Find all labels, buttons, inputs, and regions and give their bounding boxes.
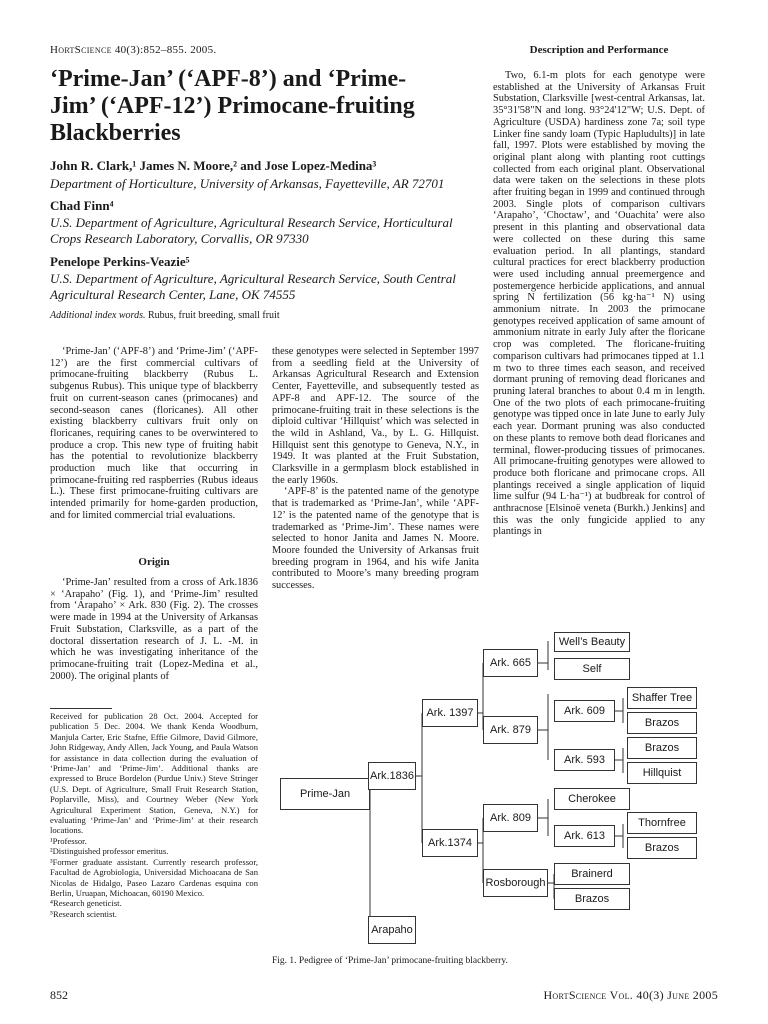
authors-group-1: John R. Clark,¹ James N. Moore,² and Jose Lopez-Medina³ [50,158,377,173]
index-words-label: Additional index words. [50,310,146,321]
index-words-terms: Rubus, fruit breeding, small fruit [147,310,280,321]
origin-heading: Origin [138,556,170,568]
naming-text: ‘APF-8’ is the patented name of the genotype that is trademarked as ‘Prime-Jan’, while ‘APF-12’ is the patented name of the genotype that is trademarked as ‘Prime-Jim’. These names were selected to honor Janita and James N. Moore. Moore founded the University of Arkansas fruit breeding program in 1964, and his wife Janita contributed to Moore’s many breeding program successes. [272,486,479,592]
pedigree-ark593: Ark. 593 [554,749,615,771]
pedigree-shaffer-tree: Shaffer Tree [627,687,697,709]
affiliation-2: U.S. Department of Agriculture, Agricultural Research Service, Horticultural Crops Research Laboratory, Corvallis, OR 97330 [50,215,453,246]
running-head: HortScience 40(3):852–855. 2005. [50,44,217,56]
footnote-rule [50,708,112,709]
description-paragraph [493,70,705,538]
footnote-5: ⁵Research scientist. [50,908,117,919]
pedigree-brazos-a: Brazos [554,888,630,910]
pedigree-brainerd: Brainerd [554,863,630,885]
pedigree-thornfree: Thornfree [627,812,697,834]
pedigree-ark665: Ark. 665 [483,649,538,677]
page-number: 852 [50,988,68,1002]
pedigree-hillquist: Hillquist [627,762,697,784]
description-heading: Description and Performance [529,44,669,56]
intro-text: ‘Prime-Jan’ (‘APF-8’) and ‘Prime-Jim’ (‘APF-12’) are the first commercial cultivars of primocane-fruiting blackberry (Rubus L. subgenus Rubus). This unique type of blackberry fruit on current-season canes (primocanes) and second-season canes (floricanes). All other existing blackberry cultivars fruit only on floricanes, requiring canes to be overwintered to produce a crop. This new type of fruiting habit has the potential to revolutionize blackberry production much like that occurring in primocane-fruiting red raspberries (Rubus ideaus L.). These first primocane-fruiting cultivars are intended primarily for home-garden production, and for limited commercial trial evaluations. [50,346,258,521]
figure-caption: Fig. 1. Pedigree of ‘Prime-Jan’ primocane-fruiting blackberry. [272,956,508,966]
pedigree-ark1397: Ark. 1397 [422,699,478,727]
intro-paragraph [50,346,258,522]
journal-footer: HortScience Vol. 40(3) June 2005 [543,988,718,1002]
pedigree-wells-beauty: Well’s Beauty [554,632,630,652]
origin-text: ‘Prime-Jan’ resulted from a cross of Ark.1836 × ‘Arapaho’ (Fig. 1), and ‘Prime-Jim’ resulted from ‘Arapaho’ × Ark. 830 (Fig. 2). The crosses were made in 1994 at the University of Arkansas Fruit Substation, Clarksville, as a part of the doctoral dissertation research of J. L. -M. in which he was investigating inheritance of the primocane-fruiting trait (Lopez-Medina et al., 2000). The original plants of [50,577,258,682]
footnote-3: ³Former graduate assistant. Currently research professor, Facultad de Agrobiologia, Universidad Michoacana de San Nicolas de Hidalgo, Paseo Lazaro Cardenas esquina con Berlin, Uruapan, Michoacan, 60190 Mexico. [50,856,258,898]
pedigree-ark1374: Ark.1374 [422,829,478,857]
affiliation-1: Department of Horticulture, University of Arkansas, Fayetteville, AR 72701 [50,176,445,191]
footnote-1: ¹Professor. [50,835,87,846]
pedigree-ark879: Ark. 879 [483,716,538,744]
authors-group-2: Chad Finn⁴ [50,198,114,213]
pedigree-ark1836: Ark.1836 [368,762,416,790]
pedigree-ark809: Ark. 809 [483,804,538,832]
pedigree-ark613: Ark. 613 [554,825,615,847]
origin-paragraph [50,577,258,682]
description-text: Two, 6.1-m plots for each genotype were established at the University of Arkansas Fruit Substation, Clarksville [west-central Arkansas, lat. 35°31'58"N and long. 93°24'12"W; U.S. Dept. of Agriculture (USDA) hardiness zone 7a; soil type Linker fine sandy loam (Typic Hapludults)] in late fall, 1997. Plots were established by moving the original plant along with planting root cuttings collected from each original plant. Observational data were taken on the selections in these plots after fruiting began in 1999 and continued through 2003. Single plots of comparison cultivars ‘Arapaho’, ‘Choctaw’, and ‘Ouachita’ were also present in this planting and observational data were collected on these during this same evaluation period. In all plantings, standard cultural practices for erect blackberry production were used including annual preemergence and postemergence herbicide applications, and annual spring N fertilization (56 kg·ha⁻¹ N) using ammonium nitrate. In 2003 the primocane genotypes received application of same amount of ammonium nitrate in early July after the floricane crop was completed. The floricane-fruiting comparison cultivars had primocanes tipped at 1.1 m two to three times each season, and received dormant pruning of removing dead floricanes and pruning lateral branches to about 0.4 m in length. One of the two plots of each primocane-fruiting genotype was tipped once in late June to early July each year. Dormant pruning was also conducted on these plants to remove both dead floricanes and terminal, flower-producing tissues of primocanes. All primocane-fruiting genotypes were allowed to produce both floricane and primocane crops. All plantings received a single application of liquid lime sulfur (94 L·ha⁻¹) at budbreak for control of anthracnose [Elsinoë veneta (Burkh.) Jenkins] and this was the only fungicide applied to any plantings in [493,70,705,538]
origin-continued-text: these genotypes were selected in September 1997 from a seedling field at the University of Arkansas Agricultural Research and Extension Center, Fayetteville, and subsequently tested as APF-8 and APF-12. The source of the primocane-fruiting trait in these selections is the diploid cultivar ‘Hillquist’ which was selected in the wild in Ashland, Va., by L. G. Hillquist. Hillquist sent this genotype to Geneva, N.Y., in 1949. It was planted at the Fruit Substation, Clarksville in a germplasm block established in the early 1960s. [272,346,479,486]
footnote-received: Received for publication 28 Oct. 2004. Accepted for publication 5 Dec. 2004. We thank Kenda Woodburn, Manjula Carter, Eric Stafne, Effie Gilmore, David Gilmore, John Ridgeway, Andy Allen, Jack Young, and Paula Watson for assistance in data collection during the evaluation of ‘Prime-Jan’ and ‘Prime-Jim’. Additional thanks are expressed to Bruce Bordelon (Purdue Univ.) Steve Stringer (U.S. Dept. of Agriculture, Small Fruit Research Station, Poplarville, Miss), and Courtney Weber (New York Agricultural Experiment Station, Geneva, N.Y.) for evaluating ‘Prime-Jan’ and ‘Prime-Jim’ at their research locations. [50,711,258,836]
pedigree-self: Self [554,658,630,680]
footnotes [50,711,258,919]
footnote-2: ²Distinguished professor emeritus. [50,846,169,857]
pedigree-rosborough: Rosborough [483,869,548,897]
index-words [50,310,280,321]
pedigree-arapaho: Arapaho [368,916,416,944]
footnote-4: ⁴Research geneticist. [50,898,122,909]
pedigree-cherokee: Cherokee [554,788,630,810]
origin-continued [272,346,479,592]
authors-group-3: Penelope Perkins-Veazie⁵ [50,254,190,269]
pedigree-brazos-d: Brazos [627,837,697,859]
article-title: ‘Prime-Jan’ (‘APF-8’) and ‘Prime-Jim’ (‘APF-12’) Primocane-fruiting Blackberries [50,66,415,146]
pedigree-prime-jan: Prime-Jan [280,778,370,810]
pedigree-figure [270,628,720,950]
pedigree-brazos-b: Brazos [627,712,697,734]
affiliation-3: U.S. Department of Agriculture, Agricultural Research Service, South Central Agricultural Research Center, Lane, OK 74555 [50,271,456,302]
pedigree-ark609: Ark. 609 [554,700,615,722]
pedigree-brazos-c: Brazos [627,737,697,759]
